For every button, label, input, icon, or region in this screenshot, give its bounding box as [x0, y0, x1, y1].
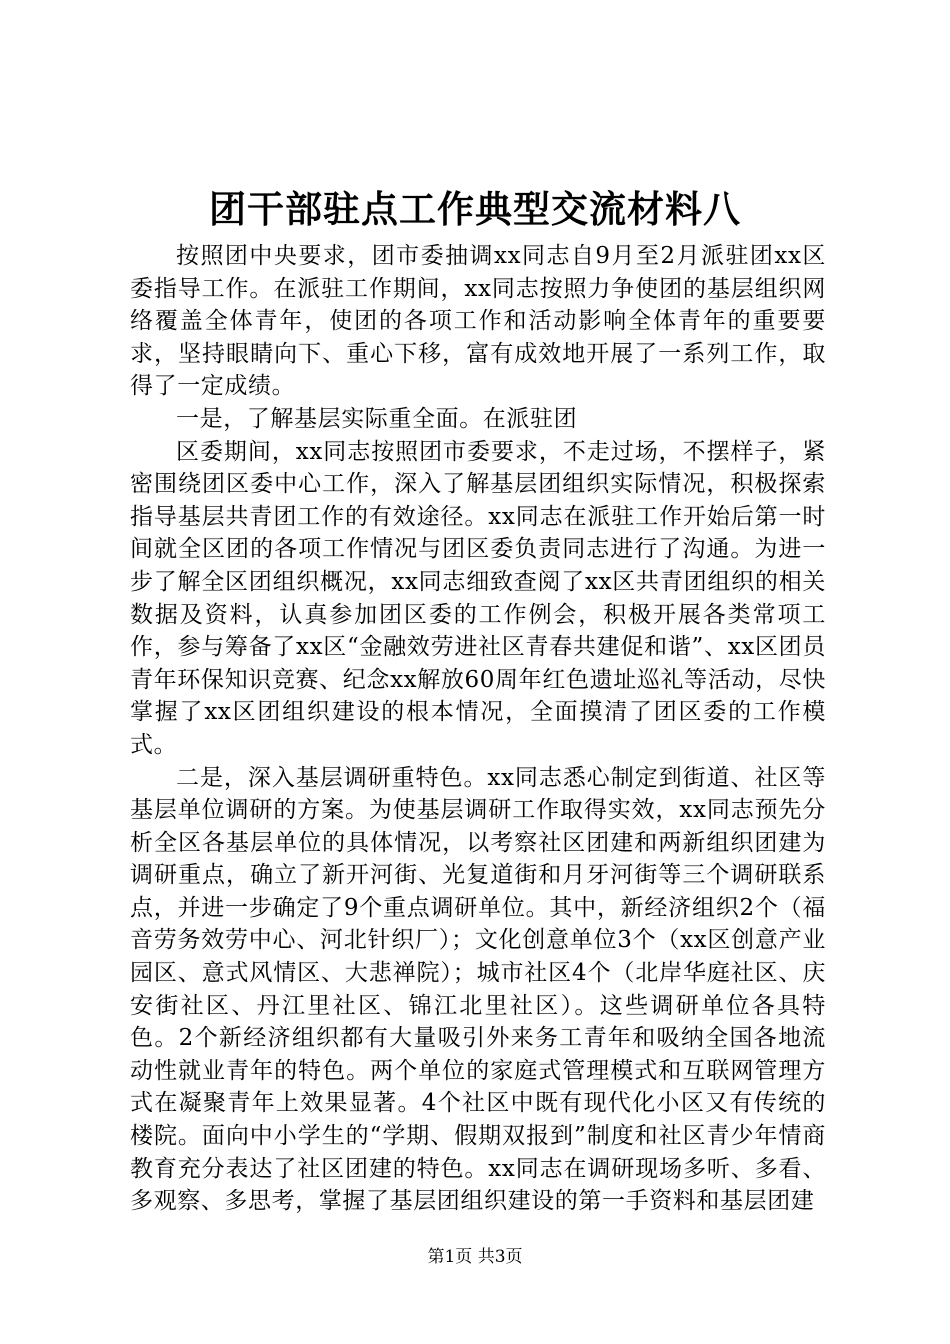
page-number-footer: 第1页 共3页: [427, 1247, 523, 1267]
document-title: 团干部驻点工作典型交流材料八: [209, 188, 741, 231]
document-body: [130, 240, 826, 1218]
paragraph-intro: 按照团中央要求，团市委抽调xx同志自9月至2月派驻团xx区委指导工作。在派驻工作期间，xx同志按照力争使团的基层组织网络覆盖全体青年，使团的各项工作和活动影响全体青年的重要要求，坚持眼睛向下、重心下移，富有成效地开展了一系列工作，取得了一定成绩。: [130, 243, 826, 400]
paragraph-point-one-body: 区委期间，xx同志按照团市委要求，不走过场，不摆样子，紧密围绕团区委中心工作，深入了解基层团组织实际情况，积极探索指导基层共青团工作的有效途径。xx同志在派驻工作开始后第一时间就全区团的各项工作情况与团区委负责同志进行了沟通。为进一步了解全区团组织概况，xx同志细致查阅了xx区共青团组织的相关数据及资料，认真参加团区委的工作例会，积极开展各类常项工作，参与筹备了xx区“金融效劳进社区青春共建促和谐”、xx区团员青年环保知识竞赛、纪念xx解放60周年红色遗址巡礼等活动，尽快掌握了xx区团组织建设的根本情况，全面摸清了团区委的工作模式。: [130, 438, 826, 758]
paragraph-point-one-heading: 一是，了解基层实际重全面。在派驻团: [176, 405, 578, 432]
paragraph-point-two: 二是，深入基层调研重特色。xx同志悉心制定到街道、社区等基层单位调研的方案。为使基层调研工作取得实效，xx同志预先分析全区各基层单位的具体情况，以考察社区团建和两新组织团建为调研重点，确立了新开河街、光复道街和月牙河街等三个调研联系点，并进一步确定了9个重点调研单位。其中，新经济组织2个（福音劳务效劳中心、河北针织厂）；文化创意单位3个（xx区创意产业园区、意式风情区、大悲禅院）；城市社区4个（北岸华庭社区、庆安街社区、丹江里社区、锦江北里社区）。这些调研单位各具特色。2个新经济组织都有大量吸引外来务工青年和吸纳全国各地流动性就业青年的特色。两个单位的家庭式管理模式和互联网管理方式在凝聚青年上效果显著。4个社区中既有现代化小区又有传统的楼院。面向中小学生的“学期、假期双报到”制度和社区青少年情商教育充分表达了社区团建的特色。xx同志在调研现场多听、多看、多观察、多思考，掌握了基层团组织建设的第一手资料和基层团建: [130, 764, 826, 1215]
